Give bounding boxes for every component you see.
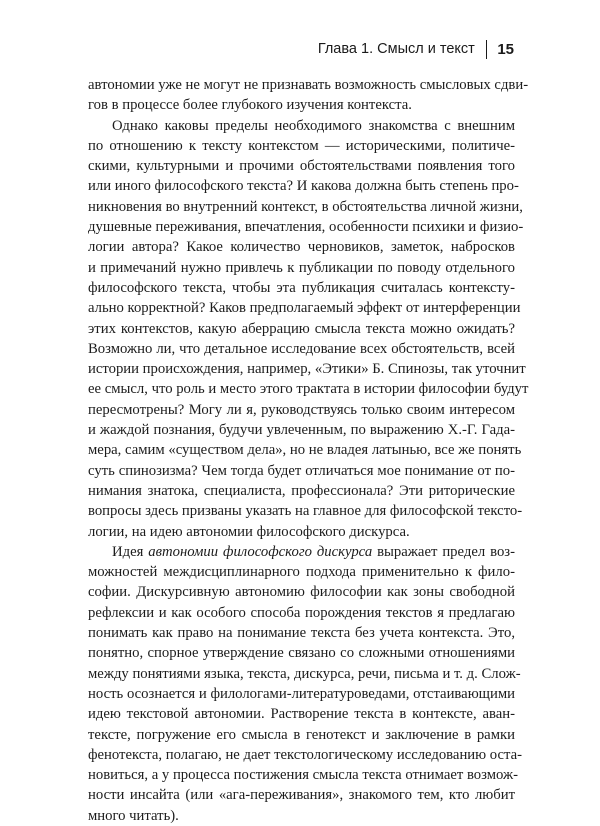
text-line: пересмотрены? Могу ли я, руководствуясь только своим интересом bbox=[88, 401, 515, 418]
text-line: много читать). bbox=[88, 807, 179, 824]
text-line: Возможно ли, что детальное исследование всех обстоятельств, всей bbox=[88, 340, 515, 357]
text-line: мера, самим «существом дела», но не владея латынью, все же понять bbox=[88, 442, 522, 459]
text-line: ее смысл, что роль и место этого трактата в истории философии будут bbox=[88, 381, 529, 398]
text-line: скими, культурными и прочими обстоятельствами появления того bbox=[88, 158, 515, 175]
text-line: этих контекстов, какую аберрацию смысла текста можно ожидать? bbox=[88, 320, 515, 337]
text-line: новиться, а у процесса постижения смысла текста отнимает возмож- bbox=[88, 767, 519, 784]
header-separator bbox=[486, 40, 488, 59]
text-line: идею текстовой автономии. Растворение текста в контексте, аван- bbox=[88, 706, 515, 723]
text-line: понятно, спорное утверждение связано со сложными отношениями bbox=[88, 645, 515, 662]
chapter-title: Глава 1. Смысл и текст bbox=[317, 41, 475, 57]
text-line: между понятиями языка, текста, дискурса, речи, письма и т. д. Слож- bbox=[88, 665, 521, 682]
text-line: софии. Дискурсивную автономию философии как зоны свободной bbox=[88, 584, 515, 601]
text-line: логии автора? Какое количество черновиков, заметок, набросков bbox=[88, 239, 515, 256]
text-line: текстe, погружение его смысла в генотекст и заключение в рамки bbox=[88, 726, 515, 743]
text-line: нимания знатока, специалиста, профессионала? Эти риторические bbox=[88, 482, 515, 499]
page-number: 15 bbox=[497, 40, 514, 58]
paragraph-2 bbox=[88, 116, 529, 542]
text-line: суть спинозизма? Чем тогда будет отличаться мое понимание от по- bbox=[88, 462, 515, 479]
text-line: и жаждой познания, будучи увлеченным, по выражению Х.-Г. Гада- bbox=[88, 422, 515, 439]
text-line: или иного философского текста? И какова должна быть степень про- bbox=[88, 178, 519, 195]
emphasis-term: автономии философского дискурса bbox=[148, 543, 373, 560]
text-line: фенотекста, полагаю, не дает текстологическому исследованию оста- bbox=[88, 746, 523, 763]
text-line: философского текста, чтобы эта публикация считалась контексту- bbox=[88, 279, 515, 296]
text-line: никновения во внутренний контекст, в обстоятельства личной жизни, bbox=[88, 198, 523, 215]
text-line: вопросы здесь призваны указать на главное для философской тексто- bbox=[88, 503, 523, 520]
text-line: рефлексии и как особого способа порождения текстов я предлагаю bbox=[88, 604, 515, 621]
text-line: ности инсайта (или «ага-переживания», знакомого тем, кто любит bbox=[88, 787, 515, 804]
text-line: душевные переживания, впечатления, особенности психики и физио- bbox=[88, 219, 524, 236]
text-line: понимать как право на понимание текста без учета контекста. Это, bbox=[88, 625, 515, 642]
text-line: логии, на идею автономии философского дискурса. bbox=[88, 523, 410, 540]
text-line: по отношению к тексту контекстом — историческими, политиче- bbox=[88, 137, 515, 154]
text-line: Однако каковы пределы необходимого знакомства с внешним bbox=[112, 117, 515, 134]
text-line: истории происхождения, например, «Этики» Б. Спинозы, так уточнит bbox=[88, 361, 526, 378]
running-header bbox=[318, 38, 514, 60]
text-line: ность осознается и филологами-литературоведами, отстаивающими bbox=[88, 685, 515, 702]
paragraph-1 bbox=[88, 75, 529, 116]
paragraph-3-lead-tail: выражает предел воз- bbox=[372, 543, 515, 560]
text-line: можностей междисциплинарного подхода применительно к фило- bbox=[88, 564, 515, 581]
text-line: автономии уже не могут не признавать возможность смысловых сдви- bbox=[88, 77, 529, 93]
text-line: ально корректной? Каков предполагаемый эффект от интерференции bbox=[88, 300, 521, 317]
paragraph-3 bbox=[88, 542, 523, 826]
paragraph-3-lead: Идея bbox=[112, 543, 149, 560]
text-line: гов в процессе более глубокого изучения контекста. bbox=[88, 97, 412, 114]
body-text bbox=[88, 75, 529, 826]
text-line bbox=[88, 542, 515, 562]
text-line: и примечаний нужно привлечь к публикации по поводу отдельного bbox=[88, 259, 515, 276]
